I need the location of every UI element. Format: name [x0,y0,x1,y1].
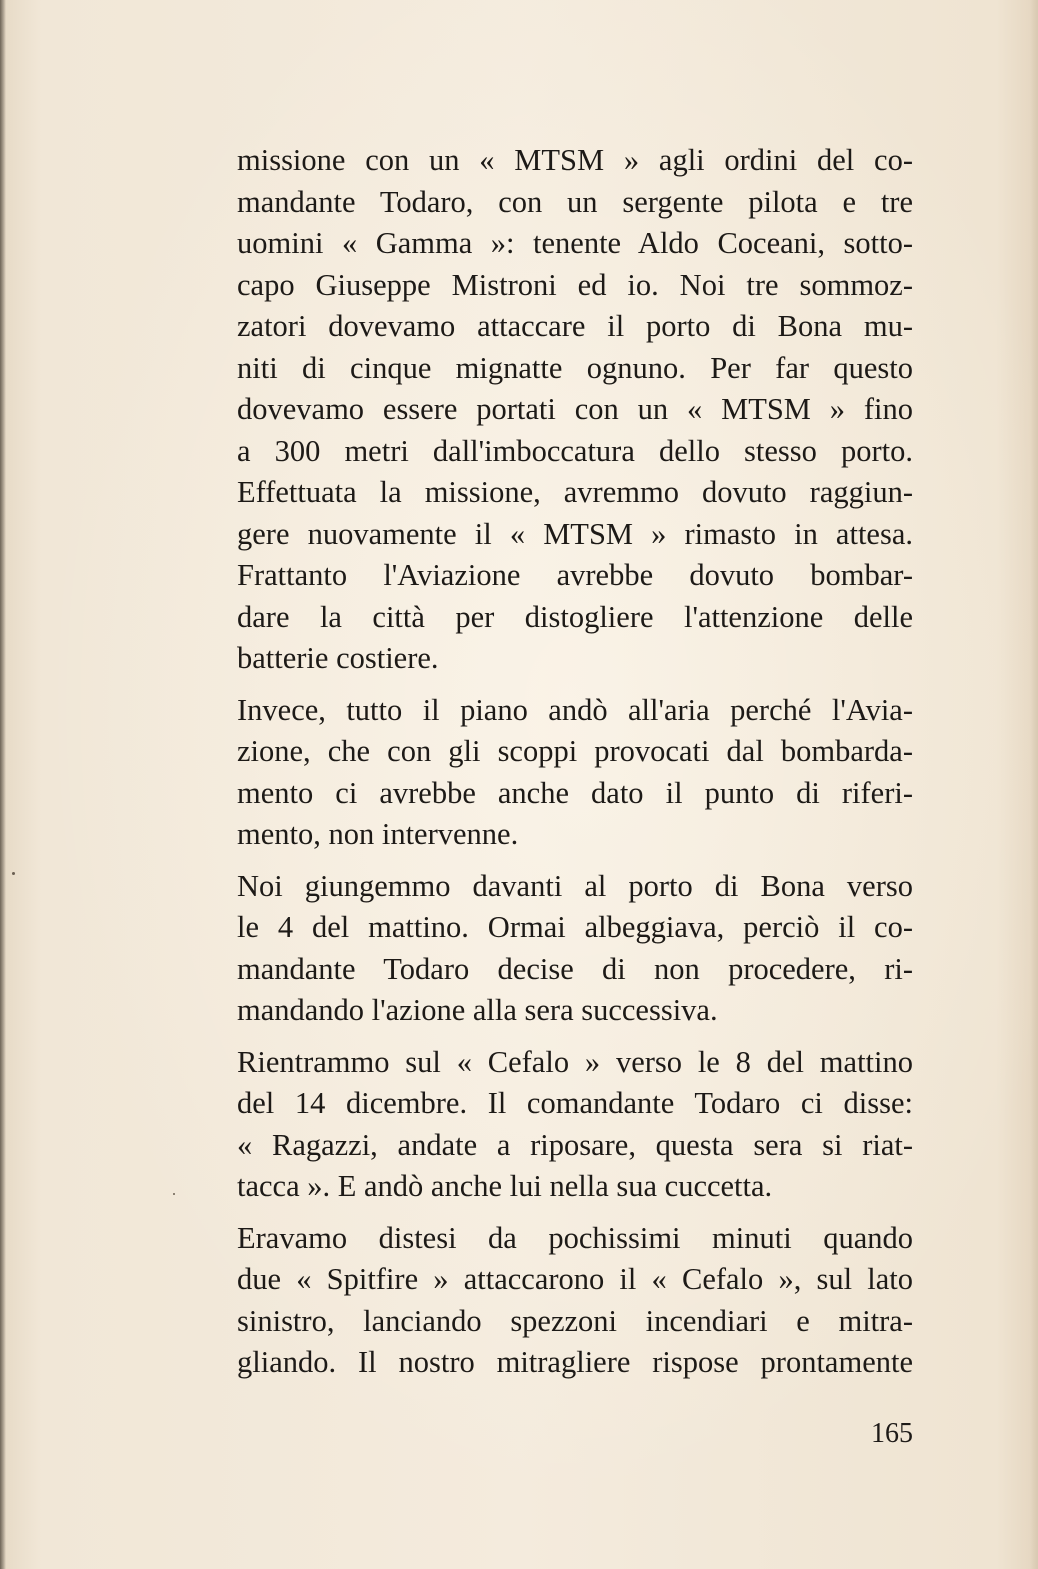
text-line: mandante Todaro decise di non procedere, ri- [237,951,913,986]
text-line: capo Giuseppe Mistroni ed io. Noi tre sommoz- [237,267,913,302]
paragraph [237,866,913,1032]
text-line: a 300 metri dall'imboccatura dello stesso porto. [237,433,913,468]
text-line: Noi giungemmo davanti al porto di Bona verso [237,868,913,903]
text-line: uomini « Gamma »: tenente Aldo Coceani, sotto- [237,226,913,260]
body-text [237,140,913,1394]
text-line: zione, che con gli scoppi provocati dal bombarda- [237,734,913,768]
text-line: niti di cinque mignatte ognuno. Per far questo [237,350,913,385]
paper-speck [12,872,15,875]
text-line: mento ci avrebbe anche dato il punto di riferi- [237,775,913,810]
paragraph [237,690,913,856]
text-line: sinistro, lanciando spezzoni incendiari e mitra- [237,1303,913,1338]
text-line: gere nuovamente il « MTSM » rimasto in attesa. [237,516,913,551]
text-line: gliando. Il nostro mitragliere rispose prontamente [237,1345,913,1379]
text-line: tacca ». E andò anche lui nella sua cuccetta. [237,1169,773,1203]
text-line: le 4 del mattino. Ormai albeggiava, perciò il co- [237,910,913,944]
text-line: dovevamo essere portati con un « MTSM » fino [237,392,913,426]
page-edge [1030,0,1038,1569]
paragraph [237,1042,913,1208]
page-spine-shadow [0,0,6,1569]
text-line: dare la città per distogliere l'attenzione delle [237,599,913,634]
text-line: Effettuata la missione, avremmo dovuto raggiun- [237,475,913,509]
text-line: mandante Todaro, con un sergente pilota e tre [237,184,913,219]
paper-speck [173,1193,175,1195]
text-line: « Ragazzi, andate a riposare, questa sera si riat- [237,1127,913,1162]
paragraph [237,1218,913,1384]
text-line: mandando l'azione alla sera successiva. [237,993,718,1027]
text-line: due « Spitfire » attaccarono il « Cefalo », sul lato [237,1262,913,1296]
text-line: Rientrammo sul « Cefalo » verso le 8 del mattino [237,1044,913,1079]
text-line: batterie costiere. [237,641,439,675]
paragraph [237,140,913,680]
page-number: 165 [871,1418,913,1449]
text-line: Frattanto l'Aviazione avrebbe dovuto bombar- [237,558,913,592]
text-line: mento, non intervenne. [237,817,519,851]
text-line: missione con un « MTSM » agli ordini del co- [237,143,913,177]
text-line: del 14 dicembre. Il comandante Todaro ci disse: [237,1086,913,1120]
text-line: zatori dovevamo attaccare il porto di Bona mu- [237,309,913,343]
text-line: Eravamo distesi da pochissimi minuti quando [237,1220,913,1255]
text-line: Invece, tutto il piano andò all'aria perché l'Avia- [237,692,913,727]
